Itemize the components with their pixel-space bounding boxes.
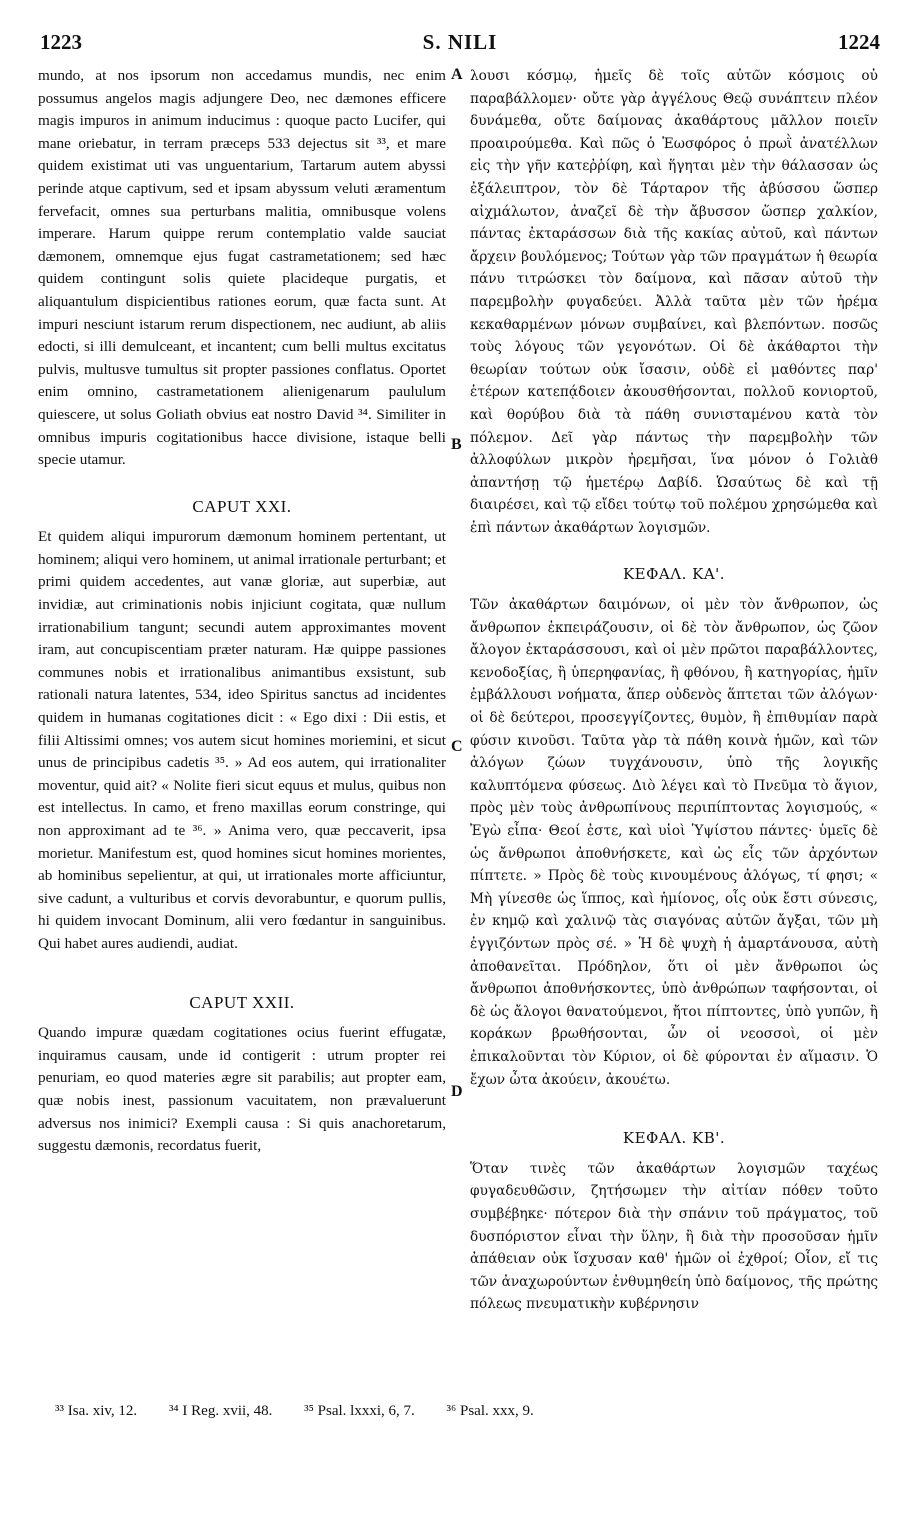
footnote-35: ³⁵ Psal. lxxxi, 6, 7. bbox=[304, 1403, 415, 1419]
greek-intro-paragraph: λουσι κόσμῳ, ἡμεῖς δὲ τοῖς αὐτῶν κόσμοις οὐ παραβάλλομεν· οὔτε γὰρ ἀγγέλους Θεῷ συνάπτειν πλέον δυνάμεθα, οὔτε δαίμονας ἀκαθάρτους μᾶλλον ποιεῖν προαιρούμεθα. Καὶ πῶς ὁ Ἑωσφόρος ὁ πρωῒ ἀνατέλλων εἰς τὴν γῆν κατεῤῥίφη, καὶ ἥγηται μὲν τὴν θάλασσαν ὡς ἐξάλειπτρον, τὸν δὲ Τάρταρον τῆς ἀβύσσου ὥσπερ αἰχμάλωτον, ἀναζεῖ δὲ τὴν ἄβυσσον ὥσπερ χαλκίον, πάντας ἐκταράσσων διὰ τῆς κακίας αὐτοῦ, καὶ πάντων ἄρχειν βουλόμενος; Τούτων γὰρ τῶν πραγμάτων ἡ θεωρία πάνυ τιτρώσκει τὸν δαίμονα, καὶ πᾶσαν αὐτοῦ τὴν παρεμβολὴν φυγαδεύει. Ἀλλὰ ταῦτα μὲν τῶν ἠρέμα κεκαθαρμένων μόνων συμβαίνει, καὶ βλεπόντων. ποσῶς τοὺς λόγους τῶν γεγονότων. Οἱ δὲ ἀκάθαρτοι τὴν θεωρίαν τούτων οὐκ ἴσασιν, οὐδὲ εἰ μαθόντες παρ' ἑτέρων κατεπᾴδοιεν ἀκουσθήσονται, πολλοῦ κονιορτοῦ, καὶ θορύβου διὰ τὰ πάθη συνισταμένου κατὰ τὸν πόλεμον. Δεῖ γὰρ πάντως τὴν παρεμβολὴν τῶν ἀλλοφύλων μικρὸν ἠρεμῆσαι, ἵνα μόνον ὁ Γολιὰθ ἀπαντήσῃ τῷ ἡμετέρῳ Δαβίδ. Ὡσαύτως δὲ καὶ τῇ διαιρέσει, καὶ τῷ εἴδει τούτῳ τοῦ πολέμου χρησώμεθα καὶ ἐπὶ πάντων ἀκαθάρτων λογισμῶν. bbox=[470, 68, 878, 536]
page-header bbox=[40, 30, 880, 64]
margin-letter-b: B bbox=[451, 436, 462, 453]
margin-letter-d: D bbox=[451, 1083, 463, 1100]
running-title: S. NILI bbox=[422, 30, 498, 54]
kefal-22-heading: ΚΕΦΑΛ. ΚΒ'. bbox=[622, 1129, 726, 1148]
footnote-34: ³⁴ I Reg. xvii, 48. bbox=[168, 1403, 273, 1419]
margin-letter-c: C bbox=[451, 738, 463, 755]
greek-column bbox=[470, 65, 878, 1316]
right-page-number: 1224 bbox=[838, 30, 880, 54]
latin-column bbox=[38, 65, 446, 1158]
caput-22-heading: CAPUT XXII. bbox=[189, 992, 295, 1012]
latin-intro-paragraph: mundo, at nos ipsorum non accedamus mundis, nec enim possumus angelos magis adjungere Deo, nec dæmones efficere magis impuros in animum inducimus : quoque pacto Lucifer, qui mane oriebatur, in terram præceps 533 dejectus sit ³³, et mare quidem existimat uti vas unguentarium, Tartarum autem abyssi perinde atque captivum, sed et ipsam abyssum veluti æramentum fervefacit, omnes sua perturbans malitia, omnibusque volens imperare. Harum quippe rerum contemplatio valde sauciat dæmonem, omnemque ejus fugat castrametationem; sed hæc quidem contingunt solis quiete placideque purgatis, et aliquantulum dispicientibus rationes eorum, quæ facta sunt. At impuri nesciunt istarum rerum dispectionem, nec audiunt, ab aliis edocti, si illi demulceant, et incantent; cum belli multus excitatus pulvis, multusve tumultus sit propter passiones conflatus. Oportet enim omnino, castrametationem alienigenarum paululum quiescere, ut solus Goliath obvius eat nostro David ³⁴. Similiter in omnibus impuris cogitationibus hacce divisione, istaque belli specie utamur. bbox=[38, 67, 446, 469]
kefal-21-paragraph: Τῶν ἀκαθάρτων δαιμόνων, οἱ μὲν τὸν ἄνθρωπον, ὡς ἄνθρωπον ἐκπειράζουσιν, οἱ δὲ τὸν ἄνθρωπον, ὡς ζῶον ἄλογον ἐκταράσσουσι, καὶ οἱ μὲν πρῶτοι παραβάλλοντες, κενοδοξίας, ἢ ὑπερηφανίας, ἢ φθόνου, ἢ κατηγορίας, ἡμῖν ἐμβάλλουσι νοήματα, ἅπερ οὐδενὸς ἅπτεται τῶν ἀλόγων· οἱ δὲ δεύτεροι, προσεγγίζοντες, θυμὸν, ἢ ἐπιθυμίαν παρὰ φύσιν κινοῦσι. Ταῦτα γὰρ τὰ πάθη κοινὰ ἡμῶν, καὶ τῶν ἀλόγων ζώων τυγχάνουσιν, ὑπὸ τῆς λογικῆς καλυπτόμενα φύσεως. Διὸ λέγει καὶ τὸ Πνεῦμα τὸ ἅγιον, πρὸς μὲν τοὺς ἀνθρωπίνους περιπίπτοντας λογισμούς, « Ἐγὼ εἶπα· Θεοί ἐστε, καὶ υἱοὶ Ὑψίστου πάντες· ὑμεῖς δὲ ὡς ἄνθρωποι ἀποθνήσκετε, καὶ ὡς εἷς τῶν ἀρχόντων πίπτετε. » Πρὸς δὲ τοὺς κινουμένους ἀλόγως, τί φησι; « Μὴ γίνεσθε ὡς ἵππος, καὶ ἡμίονος, οἷς οὐκ ἔστι σύνεσις, ἐν κημῷ καὶ χαλινῷ τὰς σιαγόνας αὐτῶν ἄγξαι, τῶν μὴ ἐγγιζόντων πρὸς σέ. » Ἡ δὲ ψυχὴ ἡ ἁμαρτάνουσα, αὐτὴ ἀποθανεῖται. Πρόδηλον, ὅτι οἱ μὲν ἄνθρωποι ὡς ἄνθρωποι ἀποθνήσκοντες, ὑπὸ ἀνθρώπων ταφήσονται, οἱ δὲ ὡς ἄλογοι θανατούμενοι, ἤτοι πίπτοντες, ὑπὸ γυπῶν, ἢ κοράκων βρωθήσονται, ὧν οἱ νεοσσοὶ, οἱ μὲν ἐπικαλοῦνται τὸν Κύριον, οἱ δὲ φύρονται ἐν αἵμασιν. Ὁ ἔχων ὦτα ἀκούειν, ἀκουέτω. bbox=[470, 597, 878, 1088]
footnote-33: ³³ Isa. xiv, 12. bbox=[55, 1403, 138, 1419]
kefal-22-paragraph: Ὅταν τινὲς τῶν ἀκαθάρτων λογισμῶν ταχέως φυγαδευθῶσιν, ζητήσωμεν τὴν αἰτίαν πόθεν τοῦτο συμβέβηκε· πότερον διὰ τὴν σπάνιν τοῦ πράγματος, τοῦ δυσπόριστον εἶναι τὴν ὕλην, ἢ διὰ τὴν προσοῦσαν ἡμῖν ἀπάθειαν οὐκ ἴσχυσαν καθ' ἡμῶν οἱ ἐχθροί; Οἷον, εἴ τις τῶν ἀναχωρούντων ἐνθυμηθείη ὑπὸ δαίμονος, τῆς πρώτης πόλεως πνευματικὴν κυβέρνησιν bbox=[470, 1160, 878, 1313]
caput-22-paragraph: Quando impuræ quædam cogitationes ocius fuerint effugatæ, inquiramus causam, unde id contigerit : utrum propter rei penuriam, eo quod materies ægre sit parabilis; aut propter eam, quæ nobis inest, passionum vacuitatem, non prævaluerunt adversus nos inimici? Exempli causa : Si quis anachoretarum, suggestu dæmonis, recordatus fuerit, bbox=[38, 1024, 446, 1155]
margin-letter-a: A bbox=[451, 66, 463, 83]
left-page-number: 1223 bbox=[40, 30, 82, 54]
caput-21-heading: CAPUT XXI. bbox=[192, 496, 292, 516]
footnotes bbox=[55, 1403, 875, 1420]
footnote-36: ³⁶ Psal. xxx, 9. bbox=[446, 1403, 534, 1419]
caput-21-paragraph: Et quidem aliqui impurorum dæmonum hominem pertentant, ut hominem; aliqui vero hominem, ut animal irrationale perturbant; et primi quidem accedentes, aut vanæ gloriæ, aut superbiæ, aut invidiæ, aut criminationis nobis injiciunt cogitata, quæ nullum irrationabilium tangunt; secundi autem approximantes movent iram, aut concupiscentiam præter naturam. Hæ quippe passiones communes nobis et irrationalibus animantibus exsistunt, sub rationali natura latentes, 534, ideo Spiritus sanctus ad incidentes quidem in humanas cogitationes dicit : « Ego dixi : Dii estis, et filii Altissimi omnes; vos autem sicut homines moriemini, et sicut unus de principibus cadetis ³⁵. » Ad eos autem, qui irrationaliter moventur, quid ait? « Nolite fieri sicut equus et mulus, quibus non est intellectus. In camo, et freno maxillas eorum constringe, qui non approximant ad te ³⁶. » Anima vero, quæ peccaverit, ipsa morietur. Manifestum est, quod homines sicut homines morientes, ab hominibus sepelientur, at qui, ut irrationales morte afficiuntur, sive cadunt, a vulturibus et corvis devorabuntur, e quorum pullis, hi quidem invocant Dominum, alii vero fœdantur in sanguinibus. Qui habet aures audiendi, audiat. bbox=[38, 528, 446, 952]
kefal-21-heading: ΚΕΦΑΛ. ΚΑ'. bbox=[622, 565, 726, 584]
